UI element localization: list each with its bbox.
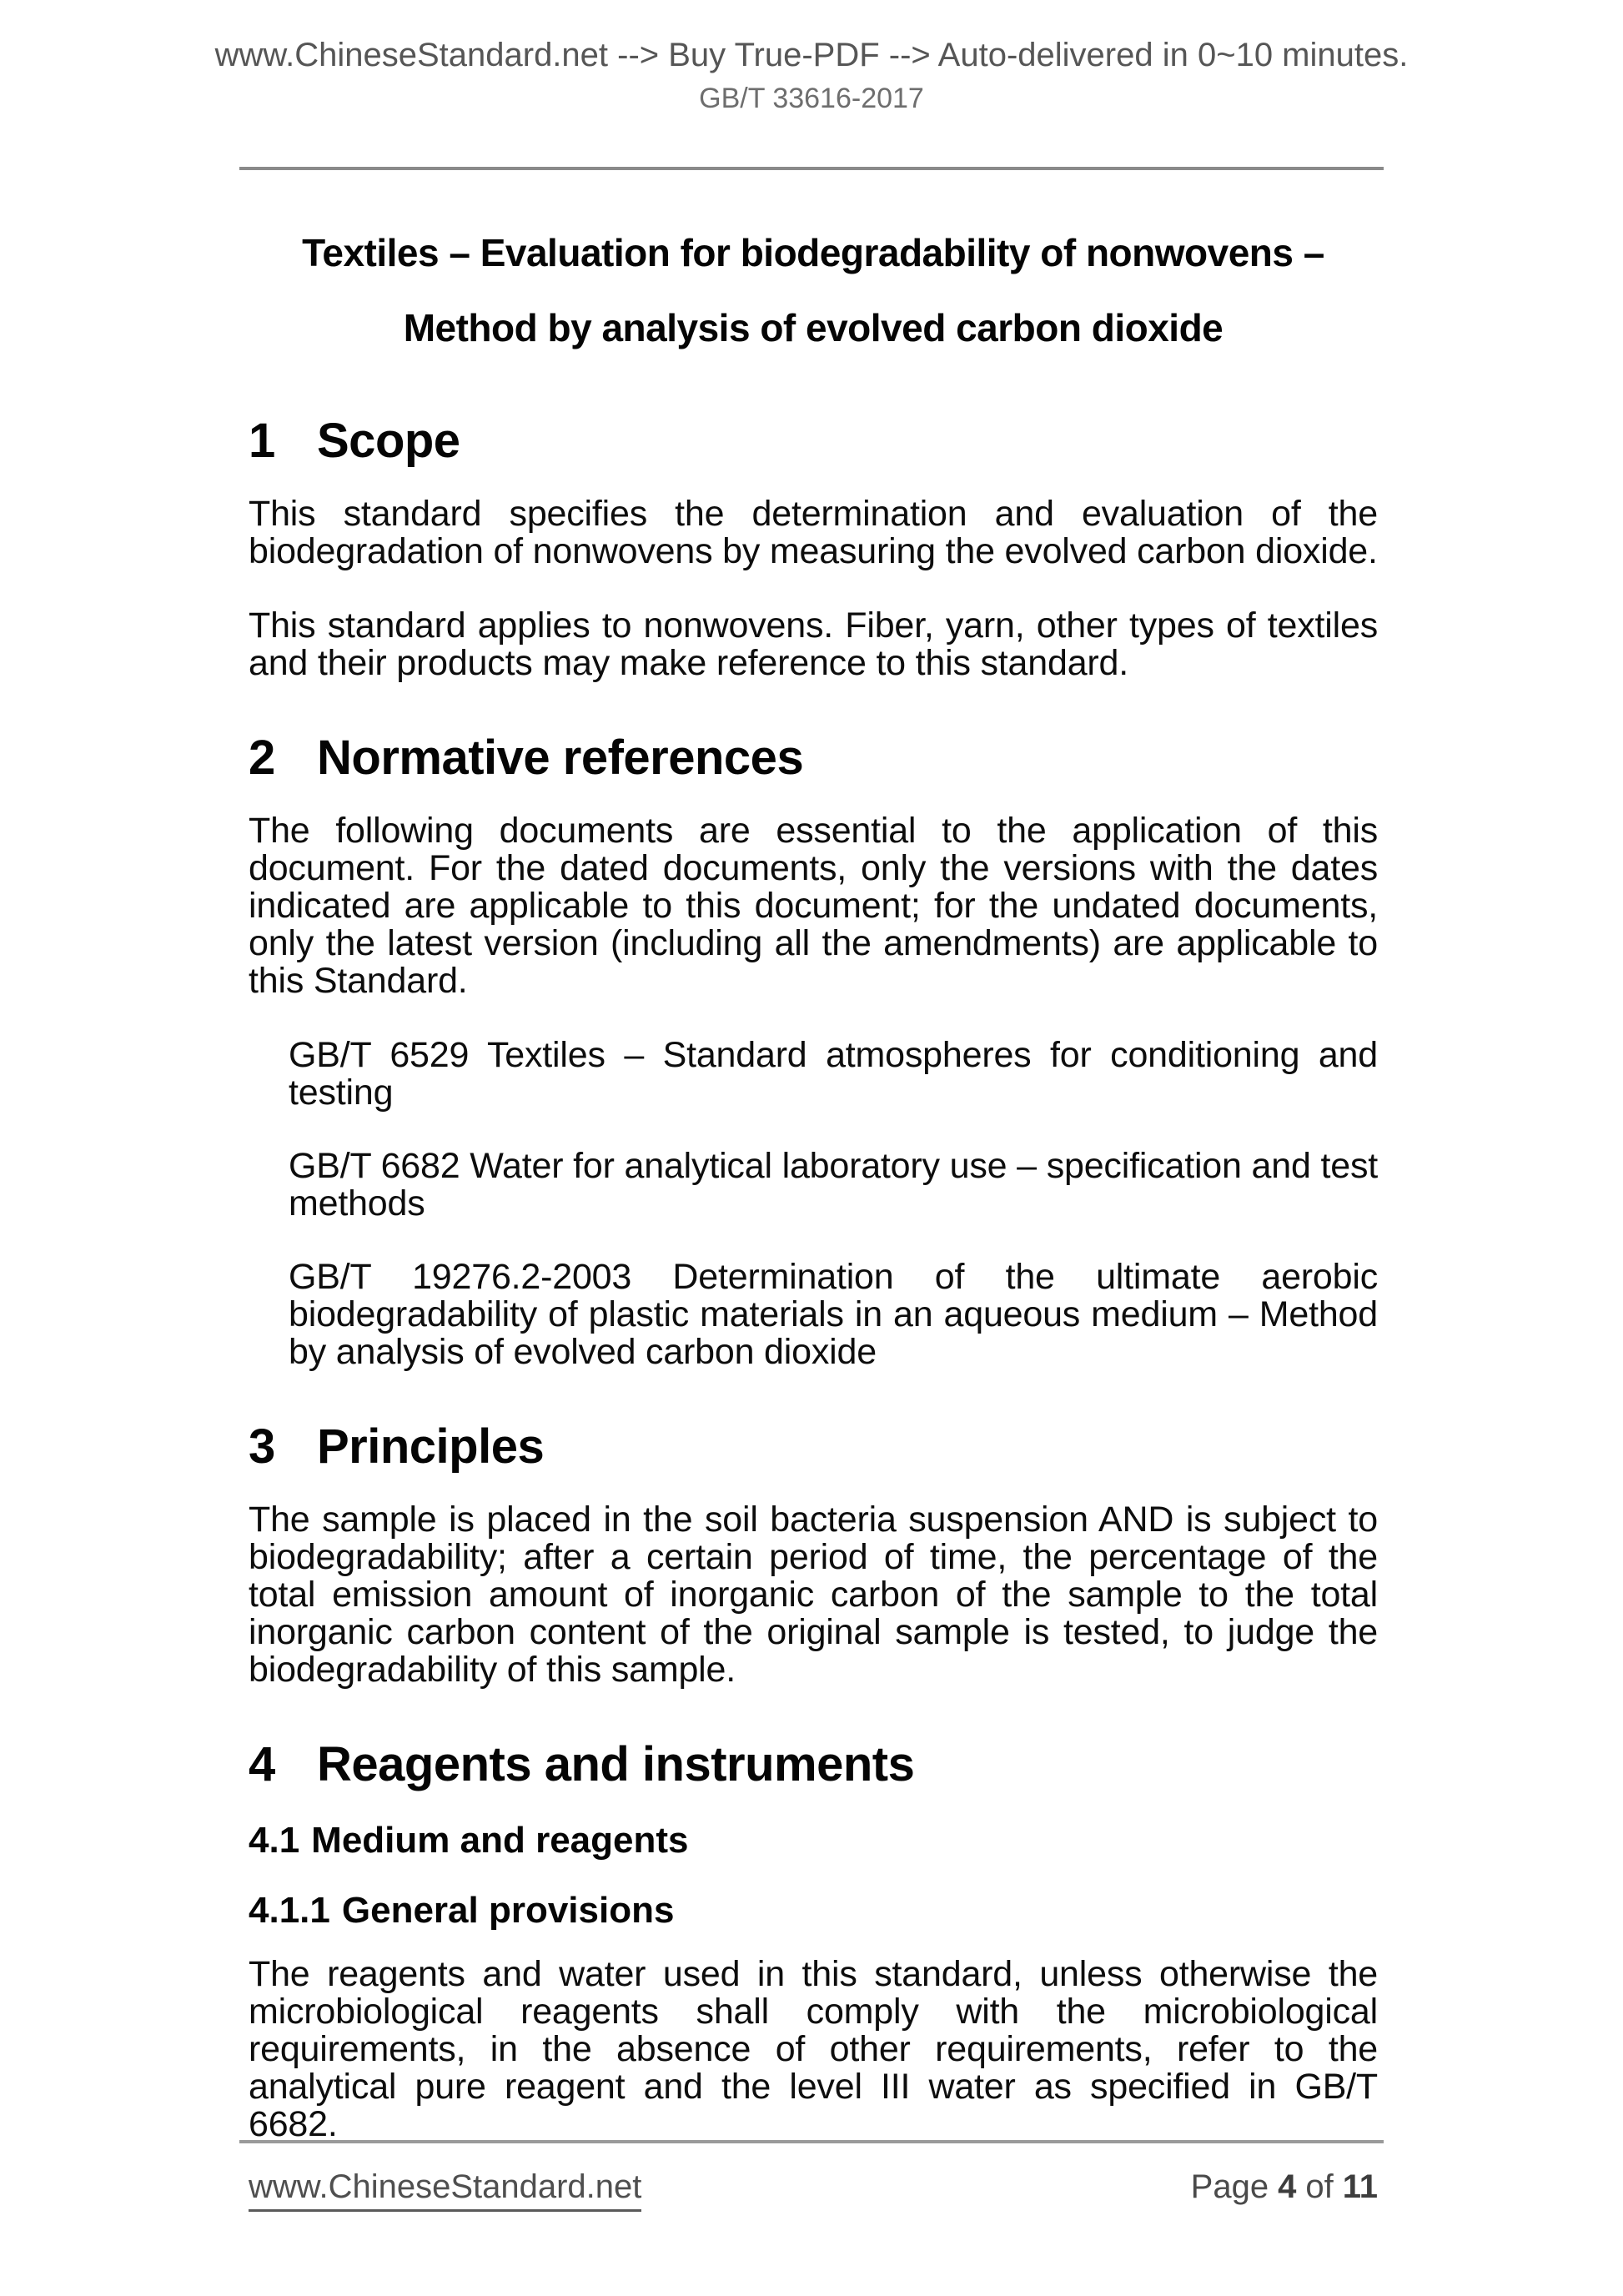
of-word: of (1305, 2168, 1334, 2205)
footer (249, 2167, 1378, 2212)
document-title (249, 215, 1378, 365)
paragraph: The following documents are essential to the application of this document. For the dated documents, only the versions with the dates indicated are applicable to this document; for the undated documents, only the latest version (including all the amendments) are applicable to this Standard. (249, 811, 1378, 1001)
section-number: 4 (249, 1737, 275, 1791)
section-number: 3 (249, 1419, 275, 1474)
paragraph: The sample is placed in the soil bacteria suspension AND is subject to biodegradability; after a certain period of time, the percentage of the total emission amount of inorganic carbon of the sample to the total inorganic carbon content of the original sample is tested, to judge the biodegradability of this sample. (249, 1500, 1378, 1690)
paragraph: The reagents and water used in this standard, unless otherwise the microbiological reagents shall comply with the microbiological requirements, in the absence of other requirements, refer to the analytical pure reagent and the level III water as specified in GB/T 6682. (249, 1954, 1378, 2144)
document-title-line-1: Textiles – Evaluation for biodegradability of nonwovens – (302, 231, 1324, 274)
reference-item: GB/T 19276.2-2003 Determination of the ultimate aerobic biodegradability of plastic materials in an aqueous medium – Method by analysis of evolved carbon dioxide (289, 1257, 1378, 1372)
subsection-heading-medium-and-reagents (249, 1821, 1378, 1861)
section-heading-text: Principles (317, 1419, 545, 1474)
doc-code: GB/T 33616-2017 (699, 83, 924, 114)
subsection-heading-text: Medium and reagents (311, 1820, 689, 1861)
section-heading-text: Reagents and instruments (317, 1737, 915, 1791)
section-heading-text: Normative references (317, 731, 804, 785)
subsection-heading-general-provisions (249, 1891, 1378, 1931)
section-heading-normative-references (249, 732, 1378, 784)
document-body (249, 215, 1378, 2180)
section-heading-principles (249, 1421, 1378, 1473)
reference-item: GB/T 6529 Textiles – Standard atmospheres for conditioning and testing (289, 1035, 1378, 1113)
header-url-line: www.ChineseStandard.net --> Buy True-PDF --> Auto-delivered in 0~10 minutes. (214, 37, 1409, 73)
top-divider (239, 167, 1384, 170)
section-number: 2 (249, 731, 275, 785)
paragraph: This standard applies to nonwovens. Fiber, yarn, other types of textiles and their products may make reference to this standard. (249, 605, 1378, 683)
section-heading-scope (249, 415, 1378, 467)
footer-site-link[interactable]: www.ChineseStandard.net (249, 2167, 641, 2212)
section-number: 1 (249, 414, 275, 468)
page-number-current: 4 (1278, 2168, 1297, 2205)
reference-item: GB/T 6682 Water for analytical laboratory use – specification and test methods (289, 1146, 1378, 1223)
page-number-total: 11 (1342, 2168, 1378, 2205)
page-indicator (1191, 2167, 1378, 2207)
subsection-heading-text: General provisions (341, 1890, 675, 1931)
subsection-number: 4.1.1 (249, 1890, 330, 1931)
section-heading-reagents-and-instruments (249, 1739, 1378, 1791)
section-heading-text: Scope (317, 414, 460, 468)
paragraph: This standard specifies the determination and evaluation of the biodegradation of nonwovens by measuring the evolved carbon dioxide. (249, 494, 1378, 571)
page-word: Page (1190, 2168, 1269, 2205)
subsection-number: 4.1 (249, 1820, 300, 1861)
document-title-line-2: Method by analysis of evolved carbon dioxide (403, 306, 1224, 349)
footer-divider (239, 2140, 1384, 2143)
